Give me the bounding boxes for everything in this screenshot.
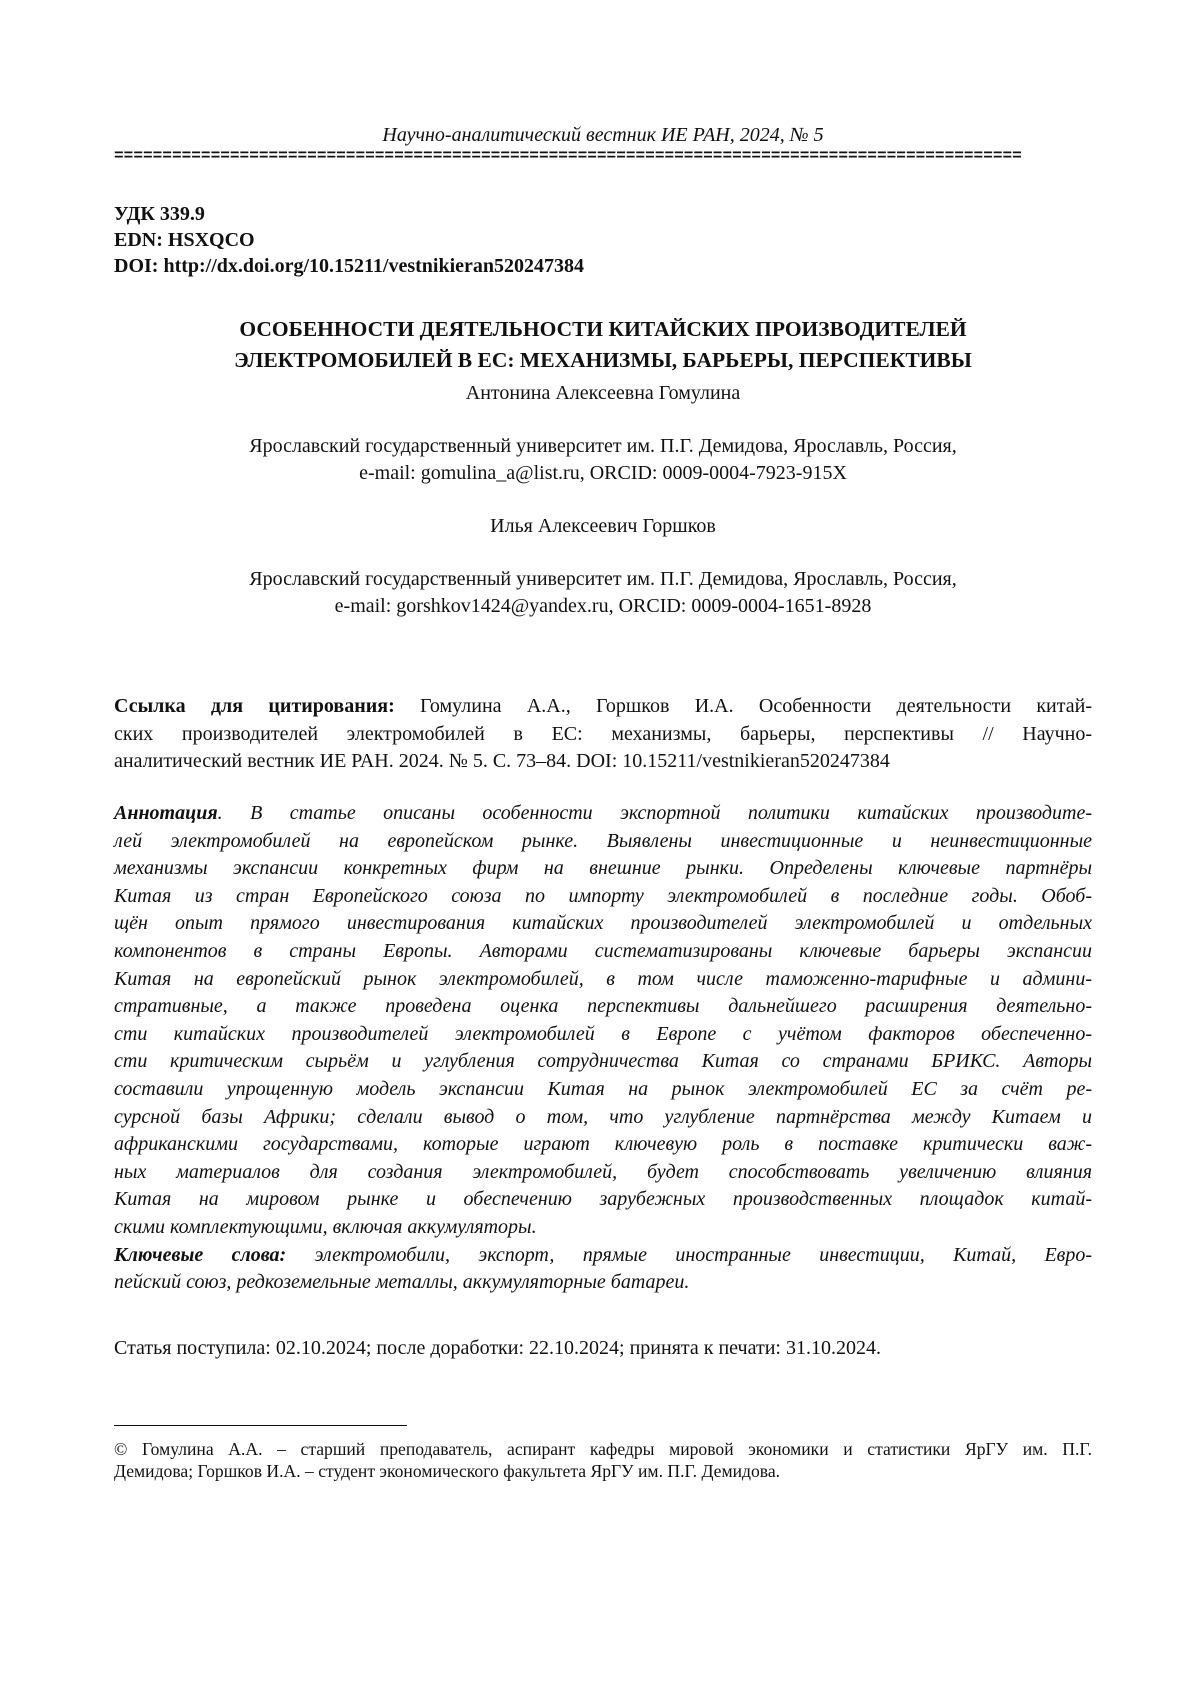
header-rule: ==============================================================================================: [114, 147, 1022, 165]
author-affiliation: [114, 433, 1092, 487]
abstract-line: Аннотация. В статье описаны особенности экспортной политики китайских производите-: [114, 802, 1092, 824]
abstract-line: Китая на мировом рынке и обеспечению зарубежных производственных площадок китай-: [114, 1188, 1092, 1211]
footnote-line: © Гомулина А.А. – старший преподаватель, аспирант кафедры мировой экономики и статистики ЯрГУ им. П.Г.: [114, 1439, 1092, 1459]
footnote-divider: [114, 1425, 407, 1426]
article-title: [114, 314, 1092, 376]
affiliation-line: Ярославский государственный университет им. П.Г. Демидова, Ярославль, Россия,: [249, 435, 957, 457]
udk-code: УДК 339.9: [114, 203, 205, 225]
running-head: Научно-аналитический вестник ИЕ РАН, 2024, № 5: [382, 124, 824, 146]
abstract-block: [114, 800, 1092, 1297]
abstract-line: компонентов в страны Европы. Авторами систематизированы ключевые барьеры экспансии: [114, 939, 1092, 962]
keywords-line: пейский союз, редкоземельные металлы, аккумуляторные батареи.: [114, 1271, 690, 1294]
citation-label: Ссылка для цитирования:: [114, 695, 395, 717]
article-metadata: [114, 201, 1092, 279]
citation-line: Ссылка для цитирования: Гомулина А.А., Горшков И.А. Особенности деятельности китай-: [114, 695, 1092, 717]
keywords-label: Ключевые слова:: [114, 1243, 287, 1266]
footnote-line: Демидова; Горшков И.А. – студент экономического факультета ЯрГУ им. П.Г. Демидова.: [114, 1461, 781, 1481]
title-line: ОСОБЕННОСТИ ДЕЯТЕЛЬНОСТИ КИТАЙСКИХ ПРОИЗВОДИТЕЛЕЙ: [239, 317, 967, 341]
abstract-line: лей электромобилей на европейском рынке. Выявлены инвестиционные и неинвестиционные: [114, 829, 1092, 852]
author-name: Антонина Алексеевна Гомулина: [465, 382, 741, 404]
abstract-line: составили упрощенную модель экспансии Китая на рынок электромобилей ЕС за счёт ре-: [114, 1077, 1092, 1100]
received-dates: Статья поступила: 02.10.2024; после доработки: 22.10.2024; принята к печати: 31.10.2024.: [114, 1337, 881, 1359]
abstract-line: сти китайских производителей электромобилей в Европе с учётом факторов обеспеченно-: [114, 1022, 1092, 1045]
affiliation-line: Ярославский государственный университет им. П.Г. Демидова, Ярославль, Россия,: [249, 568, 957, 590]
citation-block: [114, 693, 1092, 776]
footnote: [114, 1438, 1092, 1482]
author-contacts[interactable]: e-mail: gomulina_a@list.ru, ORCID: 0009-0004-7923-915X: [359, 462, 847, 484]
keywords-line: Ключевые слова: электромобили, экспорт, прямые иностранные инвестиции, Китай, Евро-: [114, 1243, 1092, 1266]
abstract-line: щён опыт прямого инвестирования китайских производителей электромобилей и отдельных: [114, 912, 1092, 935]
author-name: Илья Алексеевич Горшков: [490, 515, 716, 537]
citation-line: ских производителей электромобилей в ЕС: механизмы, барьеры, перспективы // Научно-: [114, 722, 1092, 745]
abstract-line: ных материалов для создания электромобилей, будет способствовать увеличению влияния: [114, 1160, 1092, 1183]
author-affiliation: [114, 566, 1092, 620]
doi-link[interactable]: DOI: http://dx.doi.org/10.15211/vestnikieran520247384: [114, 255, 585, 277]
abstract-line: сти критическим сырьём и углубления сотрудничества Китая со странами БРИКС. Авторы: [114, 1050, 1092, 1073]
abstract-line: Китая на европейский рынок электромобилей, в том числе таможенно-тарифные и админи-: [114, 967, 1092, 990]
abstract-line: механизмы экспансии конкретных фирм на внешние рынки. Определены ключевые партнёры: [114, 857, 1092, 880]
abstract-line: стративные, а также проведена оценка перспективы дальнейшего расширения деятельно-: [114, 995, 1092, 1018]
abstract-line: Китая из стран Европейского союза по импорту электромобилей в последние годы. Обоб-: [114, 884, 1092, 907]
abstract-line: африканскими государствами, которые играют ключевую роль в поставке критически важ-: [114, 1133, 1092, 1156]
abstract-label: Аннотация: [114, 802, 218, 824]
title-line: ЭЛЕКТРОМОБИЛЕЙ В ЕС: МЕХАНИЗМЫ, БАРЬЕРЫ, ПЕРСПЕКТИВЫ: [234, 348, 972, 372]
abstract-line: сурсной базы Африки; сделали вывод о том, что углубление партнёрства между Китаем и: [114, 1105, 1092, 1128]
citation-line: аналитический вестник ИЕ РАН. 2024. № 5. С. 73–84. DOI: 10.15211/vestnikieran520247384: [114, 750, 890, 772]
edn-code: EDN: HSXQCO: [114, 229, 255, 251]
abstract-line: скими комплектующими, включая аккумуляторы.: [114, 1215, 537, 1238]
author-contacts[interactable]: e-mail: gorshkov1424@yandex.ru, ORCID: 0009-0004-1651-8928: [334, 595, 872, 617]
